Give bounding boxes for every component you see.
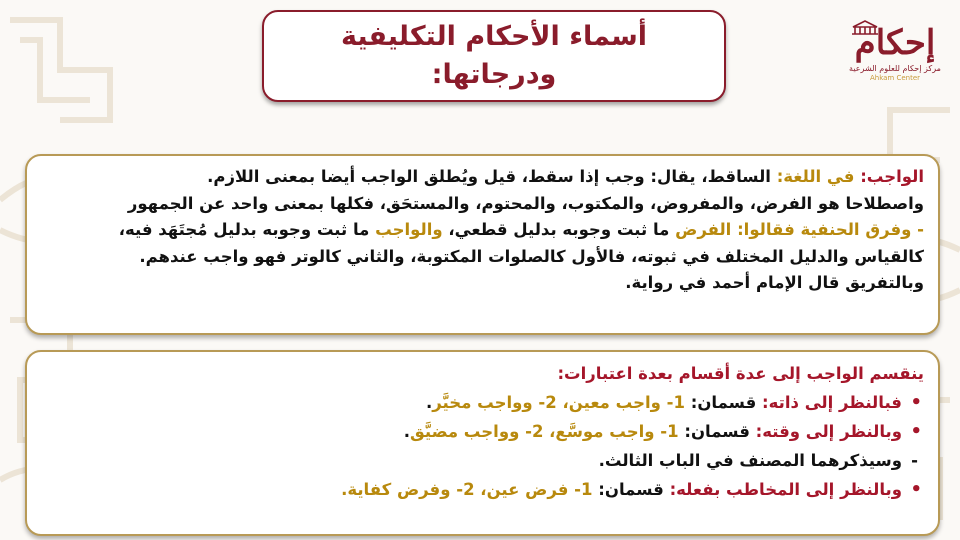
term-label: الواجب: <box>860 167 924 186</box>
text-segment: . <box>426 393 433 412</box>
text-segment: قسمان: <box>598 480 664 499</box>
emphasis-text: والواجب <box>375 220 443 239</box>
emphasis-text: 2- وفرض كفاية. <box>341 480 475 499</box>
list-item <box>39 388 902 417</box>
text-segment: وجب إذا سقط، قيل ويُطلق الواجب أيضا بمعنى اللازم. <box>207 167 645 186</box>
text-line: وبالتفريق قال الإمام أحمد في رواية. <box>625 273 924 292</box>
emphasis-text: 1- فرض عين، <box>480 480 593 499</box>
emphasis-text: 1- واجب موسَّع، 2- وواجب مضيَّق <box>409 422 679 441</box>
text-line <box>39 164 924 191</box>
divisions-list <box>39 388 924 504</box>
section-header: ينقسم الواجب إلى عدة أقسام بعدة اعتبارات: <box>557 364 924 383</box>
title-box <box>262 10 726 102</box>
text-segment: . <box>403 422 410 441</box>
page-title: أسماء الأحكام التكليفية <box>340 21 648 52</box>
emphasis-text: - وفرق الحنفية فقالوا: الفرض <box>675 220 924 239</box>
text-segment: الساقط، يقال: <box>650 167 771 186</box>
definition-box <box>25 154 940 335</box>
page-subtitle: ودرجاتها: <box>431 59 557 90</box>
text-segment: ما ثبت وجوبه بدليل مُجتَهَد فيه، <box>118 220 370 239</box>
text-line: واصطلاحا هو الفرض، والمفروض، والمكتوب، والمحتوم، والمستحَق، فكلها بمعنى واحد عن الجمهور <box>127 193 924 213</box>
list-item <box>39 417 902 446</box>
logo-tagline: Ahkam Center <box>869 74 921 82</box>
brand-logo <box>848 18 942 98</box>
item-label: فبالنظر إلى ذاته: <box>762 393 902 412</box>
text-segment: قسمان: <box>684 422 750 441</box>
text-line <box>39 217 924 244</box>
text-line: كالقياس والدليل المختلف في ثبوته، فالأول كالصلوات المكتوبة، والثاني كالوتر فهو واجب عندهم. <box>139 246 924 266</box>
building-icon <box>850 20 880 36</box>
list-item: - وسيذكرهما المصنف في الباب الثالث. <box>39 446 902 475</box>
item-label: وبالنظر إلى وقته: <box>755 422 902 441</box>
divisions-box <box>25 350 940 536</box>
logo-subtitle: مركز إحكام للعلوم الشرعية <box>849 64 941 73</box>
text-segment: ما ثبت وجوبه بدليل قطعي، <box>448 220 670 239</box>
text-segment: قسمان: <box>690 393 757 412</box>
emphasis-text: 1- واجب معين، 2- وواجب مخيَّر <box>432 393 685 412</box>
item-label: وبالنظر إلى المخاطب بفعله: <box>669 480 902 499</box>
logo-wordmark: إحكام <box>854 23 936 63</box>
list-item <box>39 475 902 504</box>
emphasis-text: في اللغة: <box>776 167 855 186</box>
